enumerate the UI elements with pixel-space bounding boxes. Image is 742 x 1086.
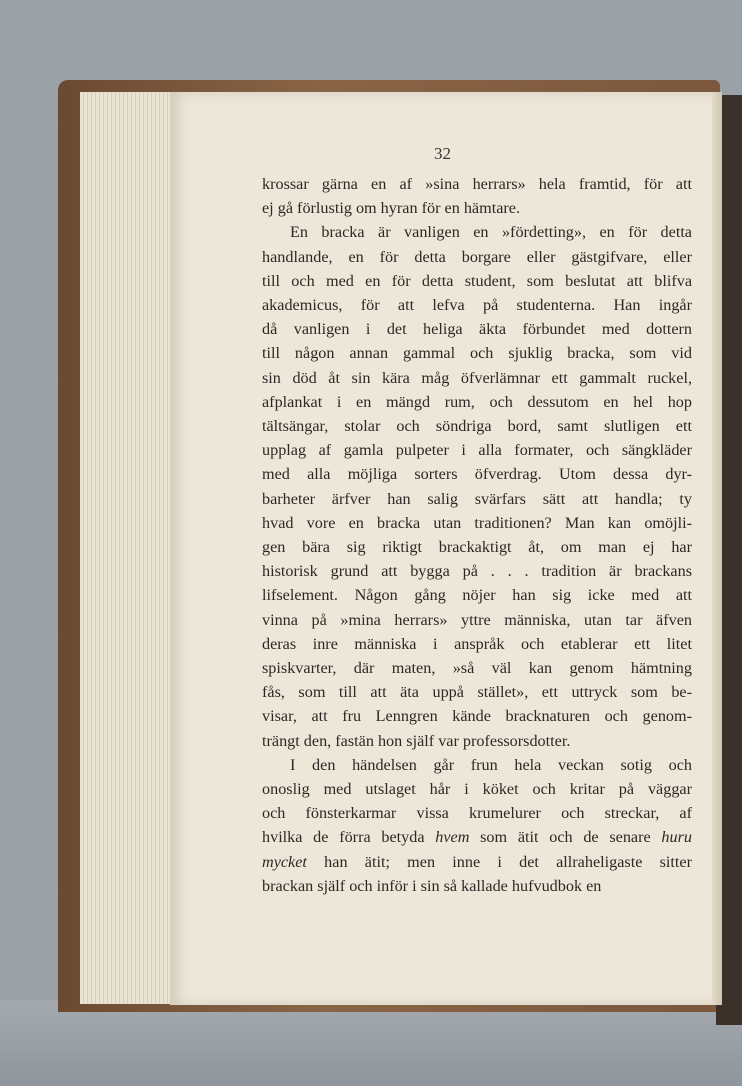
- text-line: och fönsterkarmar vissa krumelurer och streckar, af: [262, 804, 692, 823]
- text-line: vinna på »mina herrars» yttre människa, utan tar äfven: [262, 610, 692, 629]
- text-line: sin död åt sin kära måg öfverlämnar ett gammalt ruckel,: [262, 368, 692, 387]
- page-edge: [712, 92, 722, 1005]
- text-line: handlande, en för detta borgare eller gästgifvare, eller: [262, 247, 692, 266]
- text-line: med alla möjliga sorters öfverdrag. Utom dessa dyr-: [262, 465, 692, 484]
- text-line: mycket han ätit; men inne i det allraheligaste sitter: [262, 852, 692, 871]
- text-line: hvad vore en bracka utan traditionen? Man kan omöjli-: [262, 513, 692, 532]
- text-line: till någon annan gammal och sjuklig bracka, som vid: [262, 344, 692, 363]
- text-line: tältsängar, stolar och söndriga bord, samt slutligen ett: [262, 417, 692, 436]
- text-line: En bracka är vanligen en »fördetting», en för detta: [290, 223, 692, 242]
- text-line: visar, att fru Lenngren kände bracknaturen och genom-: [262, 707, 692, 726]
- text-line: I den händelsen går frun hela veckan sotig och: [290, 755, 692, 774]
- text-line: till och med en för detta student, som beslutat att blifva: [262, 271, 692, 290]
- text-line: historisk grund att bygga på . . . tradition är brackans: [262, 562, 692, 581]
- text-line: afplankat i en mängd rum, och dessutom en hel hop: [262, 392, 692, 411]
- text-line: krossar gärna en af »sina herrars» hela framtid, för att: [262, 175, 692, 193]
- text-line: fås, som till att äta uppå stället», ett uttryck som be-: [262, 683, 692, 702]
- text-line: trängt den, fastän hon själf var professorsdotter.: [262, 731, 571, 750]
- text-line: spiskvarter, där maten, »så väl kan genom hämtning: [262, 659, 692, 678]
- book-page: [170, 92, 715, 1005]
- page-number: 32: [434, 144, 451, 163]
- text-line: ej gå förlustig om hyran för en hämtare.: [262, 199, 521, 218]
- text-line: akademicus, för att lefva på studenterna. Han ingår: [262, 296, 692, 315]
- page-stack: [80, 92, 180, 1004]
- text-line: då vanligen i det heliga äkta förbundet med dottern: [262, 320, 692, 339]
- text-line: deras inre människa i anspråk och etablerar ett litet: [262, 634, 692, 653]
- text-line: lifselement. Någon gång nöjer han sig icke med att: [262, 586, 692, 605]
- text-line: onoslig med utslaget hår i köket och kritar på väggar: [262, 780, 692, 799]
- backdrop: [0, 1000, 742, 1086]
- text-line: barheter ärfver han salig svärfars sätt att handla; ty: [262, 489, 692, 508]
- text-line: brackan själf och inför i sin så kallade hufvudbok en: [262, 876, 602, 895]
- text-line: hvilka de förra betyda hvem som ätit och de senare huru: [262, 828, 693, 847]
- page-text: [262, 172, 692, 898]
- text-line: upplag af gamla pulpeter i alla formater, och sängkläder: [262, 441, 692, 460]
- text-line: gen bära sig riktigt brackaktigt åt, om man ej har: [262, 538, 692, 557]
